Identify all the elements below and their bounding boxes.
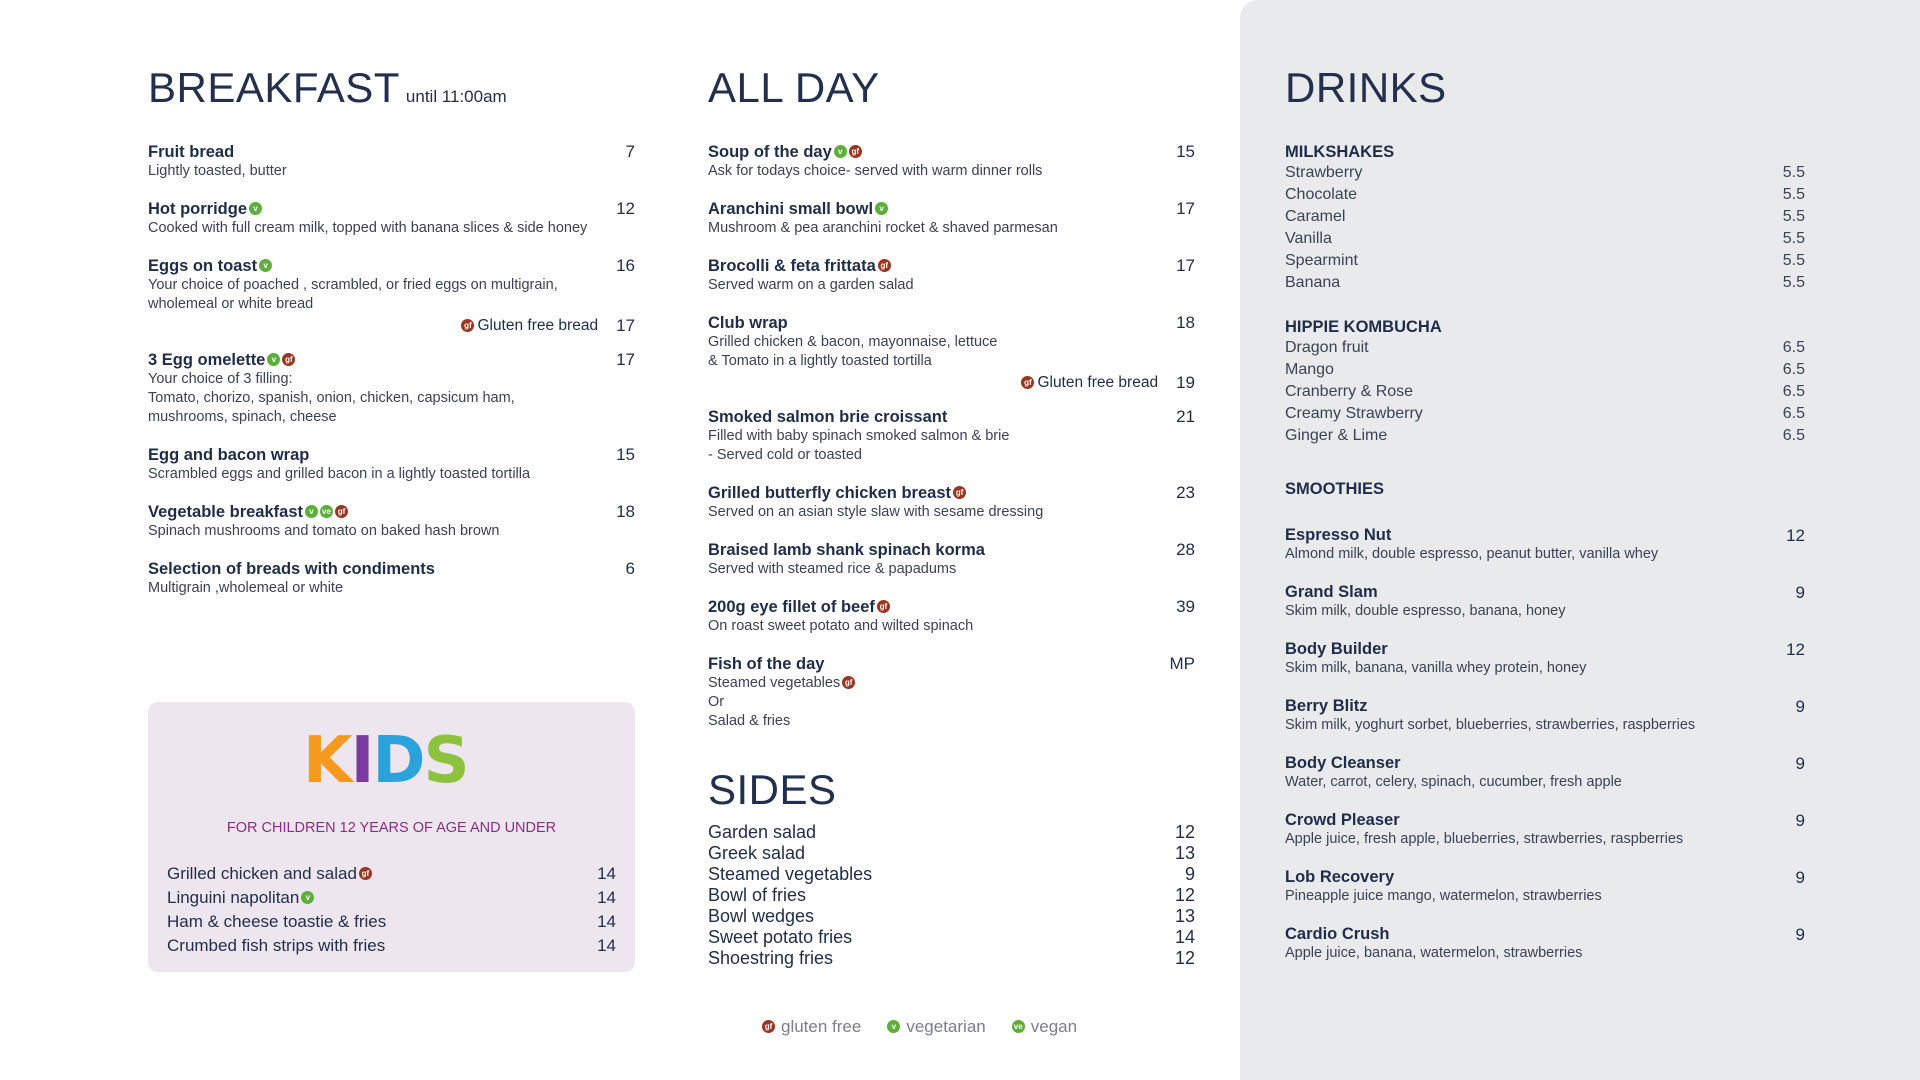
menu-item: Selection of breads with condiments 6 Multigrain ,wholemeal or white [148, 559, 635, 596]
list-item: Strawberry 5.5 [1285, 164, 1805, 181]
allday-title: ALL DAY [708, 64, 880, 111]
gluten-free-icon: gf [877, 600, 890, 613]
vegan-icon: ve [320, 505, 333, 518]
kombucha-section: HIPPIE KOMBUCHA Dragon fruit 6.5 Mango 6.5 Cranberry & Rose 6.5 Creamy Strawberry 6.5 Ginger & Lime 6.5 [1285, 318, 1805, 447]
menu-item: Brocolli & feta frittata gf 17 Served warm on a garden salad [708, 256, 1195, 293]
gluten-free-icon: gf [953, 486, 966, 499]
vegetarian-icon: v [875, 202, 888, 215]
list-item: Banana 5.5 [1285, 274, 1805, 291]
drinks-panel [1240, 0, 1920, 1080]
smoothies-section: SMOOTHIES [1285, 480, 1385, 498]
gluten-free-icon: gf [849, 145, 862, 158]
smoothie-item: Crowd Pleaser 9 Apple juice, fresh apple, blueberries, strawberries, raspberries [1285, 811, 1805, 847]
menu-item: 200g eye fillet of beef gf 39 On roast sweet potato and wilted spinach [708, 597, 1195, 634]
gluten-free-icon: gf [878, 259, 891, 272]
list-item: Vanilla 5.5 [1285, 230, 1805, 247]
list-item: Mango 6.5 [1285, 361, 1805, 378]
gluten-free-option: gf Gluten free bread 19 [708, 373, 1195, 393]
menu-item: Smoked salmon brie croissant 21 Filled with baby spinach smoked salmon & brie - Served cold or toasted [708, 407, 1195, 463]
gluten-free-icon: gf [1021, 376, 1034, 389]
menu-item: Braised lamb shank spinach korma 28 Served with steamed rice & papadums [708, 540, 1195, 577]
list-item: Steamed vegetables 9 [708, 864, 1195, 884]
list-item: Ham & cheese toastie & fries 14 [167, 912, 616, 931]
gluten-free-icon: gf [762, 1020, 775, 1033]
vegetarian-icon: v [834, 145, 847, 158]
list-item: Grilled chicken and salad gf 14 [167, 864, 616, 883]
gluten-free-icon: gf [359, 867, 372, 880]
menu-item: Eggs on toast v 16 Your choice of poached , scrambled, or fried eggs on multigrain, wholemeal or white bread gf Gluten free bread 17 [148, 256, 635, 335]
menu-item: Aranchini small bowl v 17 Mushroom & pea aranchini rocket & shaved parmesan [708, 199, 1195, 236]
vegetarian-icon: v [305, 505, 318, 518]
menu-item: Grilled butterfly chicken breast gf 23 Served on an asian style slaw with sesame dressing [708, 483, 1195, 520]
smoothie-item: Espresso Nut 12 Almond milk, double espresso, peanut butter, vanilla whey [1285, 526, 1805, 562]
list-item: Greek salad 13 [708, 843, 1195, 863]
gluten-free-icon: gf [842, 676, 855, 689]
breakfast-title: BREAKFAST until 11:00am [148, 64, 507, 111]
smoothie-item: Lob Recovery 9 Pineapple juice mango, watermelon, strawberries [1285, 868, 1805, 904]
smoothie-item: Berry Blitz 9 Skim milk, yoghurt sorbet, blueberries, strawberries, raspberries [1285, 697, 1805, 733]
list-item: Dragon fruit 6.5 [1285, 339, 1805, 356]
vegetarian-icon: v [301, 891, 314, 904]
list-item: Creamy Strawberry 6.5 [1285, 405, 1805, 422]
list-item: Sweet potato fries 14 [708, 927, 1195, 947]
menu-item: Fish of the day MP Steamed vegetables gf Or Salad & fries [708, 654, 1195, 729]
vegetarian-icon: v [259, 259, 272, 272]
menu-item: 3 Egg omelette v gf 17 Your choice of 3 filling: Tomato, chorizo, spanish, onion, chicken, capsicum ham, mushrooms, spinach, cheese [148, 350, 635, 425]
vegan-icon: ve [1012, 1020, 1025, 1033]
smoothie-item: Grand Slam 9 Skim milk, double espresso, banana, honey [1285, 583, 1805, 619]
menu-item: Club wrap 18 Grilled chicken & bacon, mayonnaise, lettuce & Tomato in a lightly toasted tortilla gf Gluten free bread 19 [708, 313, 1195, 392]
menu-item: Fruit bread 7 Lightly toasted, butter [148, 142, 635, 179]
list-item: Chocolate 5.5 [1285, 186, 1805, 203]
vegetarian-icon: v [267, 353, 280, 366]
vegetarian-icon: v [887, 1020, 900, 1033]
list-item: Caramel 5.5 [1285, 208, 1805, 225]
menu-item: Hot porridge v 12 Cooked with full cream milk, topped with banana slices & side honey [148, 199, 635, 236]
gluten-free-icon: gf [335, 505, 348, 518]
list-item: Bowl wedges 13 [708, 906, 1195, 926]
list-item: Spearmint 5.5 [1285, 252, 1805, 269]
breakfast-subtitle: until 11:00am [405, 87, 507, 106]
menu-item: Soup of the day v gf 15 Ask for todays choice- served with warm dinner rolls [708, 142, 1195, 179]
dietary-legend: gf gluten free v vegetarian ve vegan [760, 1017, 1077, 1037]
list-item: Bowl of fries 12 [708, 885, 1195, 905]
smoothie-item: Body Cleanser 9 Water, carrot, celery, spinach, cucumber, fresh apple [1285, 754, 1805, 790]
menu-item: Vegetable breakfast v ve gf 18 Spinach mushrooms and tomato on baked hash brown [148, 502, 635, 539]
gluten-free-icon: gf [461, 319, 474, 332]
milkshakes-section: MILKSHAKES Strawberry 5.5 Chocolate 5.5 Caramel 5.5 Vanilla 5.5 Spearmint 5.5 Banana 5.5 [1285, 143, 1805, 294]
smoothie-item: Cardio Crush 9 Apple juice, banana, watermelon, strawberries [1285, 925, 1805, 961]
sides-title: SIDES [708, 766, 837, 813]
list-item: Garden salad 12 [708, 822, 1195, 842]
list-item: Crumbed fish strips with fries 14 [167, 936, 616, 955]
drinks-title: DRINKS [1285, 64, 1447, 111]
list-item: Cranberry & Rose 6.5 [1285, 383, 1805, 400]
menu-item: Egg and bacon wrap 15 Scrambled eggs and grilled bacon in a lightly toasted tortilla [148, 445, 635, 482]
gluten-free-option: gf Gluten free bread 17 [148, 316, 635, 336]
kids-list [167, 862, 616, 958]
kids-logo: KIDS [303, 724, 468, 798]
list-item: Linguini napolitan v 14 [167, 888, 616, 907]
sides-list [708, 822, 1195, 969]
smoothie-item: Body Builder 12 Skim milk, banana, vanilla whey protein, honey [1285, 640, 1805, 676]
kids-subtitle: FOR CHILDREN 12 YEARS OF AGE AND UNDER [226, 820, 557, 836]
list-item: Shoestring fries 12 [708, 948, 1195, 968]
kids-menu-box [148, 702, 635, 972]
list-item: Ginger & Lime 6.5 [1285, 427, 1805, 444]
gluten-free-icon: gf [282, 353, 295, 366]
vegetarian-icon: v [249, 202, 262, 215]
